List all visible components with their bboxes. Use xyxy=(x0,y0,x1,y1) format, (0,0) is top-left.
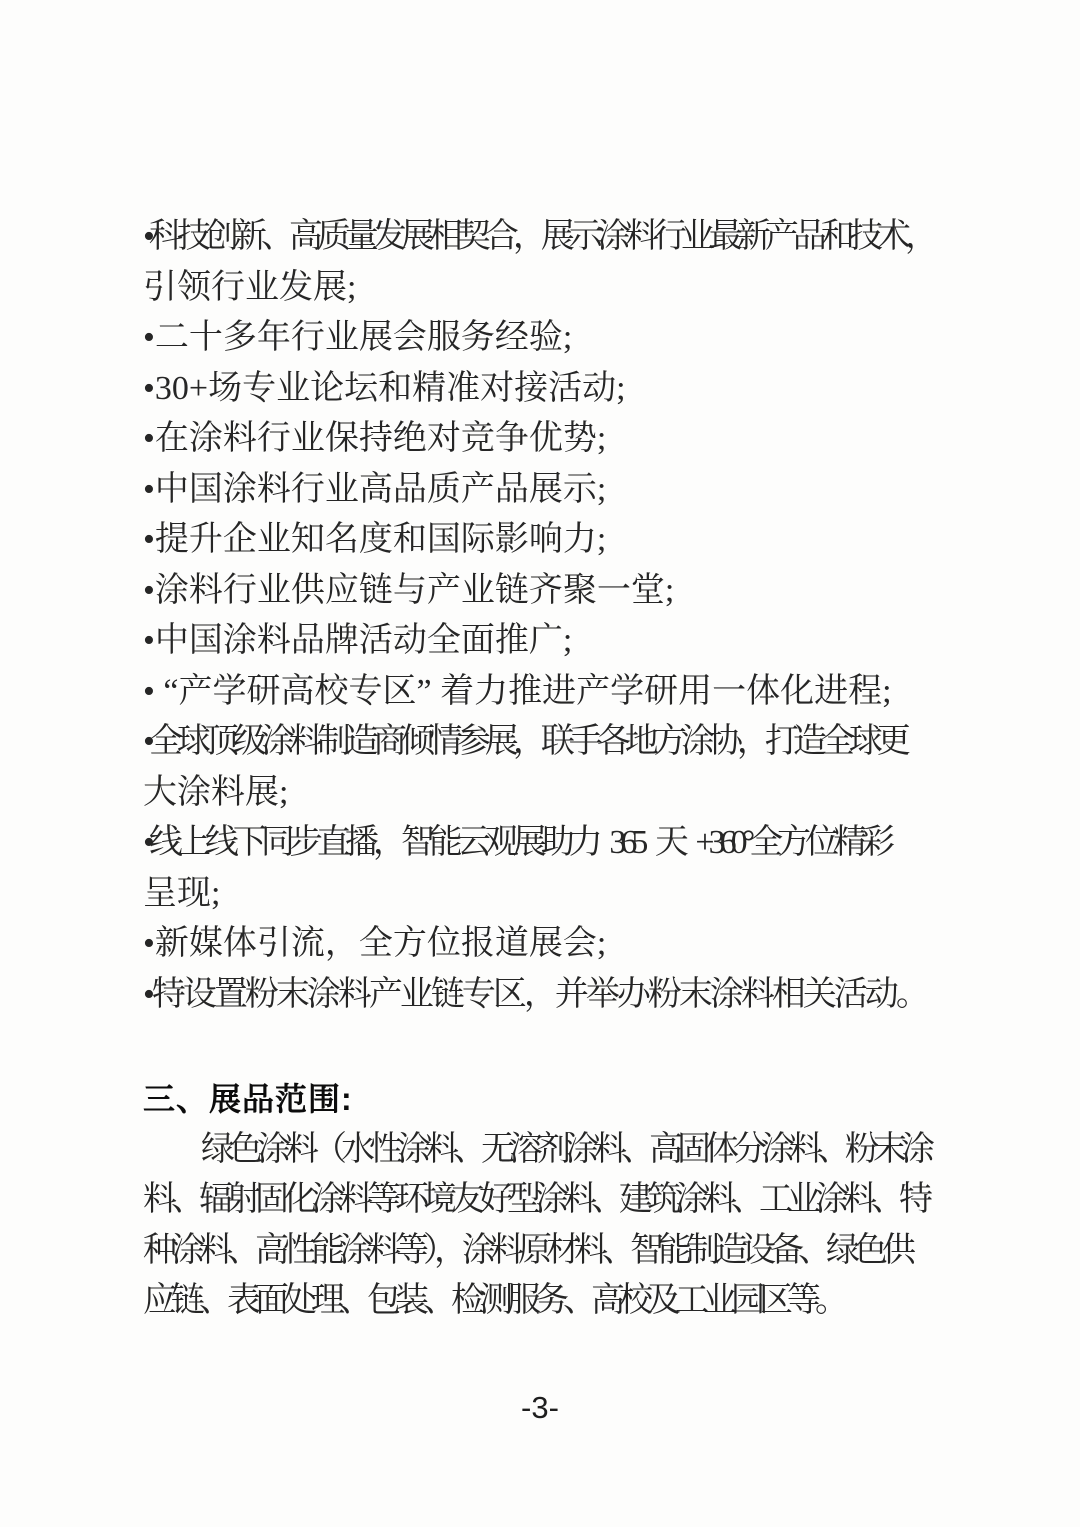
bullet-item xyxy=(143,919,943,970)
bullet-item xyxy=(143,364,943,415)
paragraph-line: 料、辐射固化涂料等环境友好型涂料、建筑涂料、工业涂料、特 xyxy=(143,1181,927,1218)
paragraph-line: 种涂料、高性能涂料等），涂料原材料、智能制造设备、绿色供 xyxy=(143,1231,910,1269)
bullet-item xyxy=(143,212,943,313)
bullet-line: •在涂料行业保持绝对竞争优势; xyxy=(143,420,607,457)
bullet-line: •二十多年行业展会服务经验; xyxy=(143,319,573,356)
bullet-item xyxy=(143,566,943,617)
bullet-line: • “产学研高校专区” 着力推进产学研用一体化进程; xyxy=(143,672,892,710)
bullet-line: •全球顶级涂料制造商倾情参展，联手各地方涂协，打造全球更 xyxy=(143,723,905,760)
bullet-line: •线上线下同步直播，智能云观展助力 365 天 +360°全方位精彩 xyxy=(143,824,890,861)
bullet-item xyxy=(143,818,943,919)
bullet-item xyxy=(143,465,943,516)
bullet-line: •提升企业知名度和国际影响力; xyxy=(143,521,607,558)
bullet-item xyxy=(143,667,943,718)
bullet-item xyxy=(143,515,943,566)
paragraph-line: 绿色涂料（水性涂料、无溶剂涂料、高固体分涂料、粉末涂 xyxy=(201,1130,929,1168)
bullet-item xyxy=(143,717,943,818)
bullet-list xyxy=(143,212,943,1020)
bullet-line: •特设置粉末涂料产业链专区，并举办粉末涂料相关活动。 xyxy=(143,975,927,1013)
bullet-line: •中国涂料行业高品质产品展示; xyxy=(143,470,607,508)
bullet-line: •涂料行业供应链与产业链齐聚一堂; xyxy=(143,571,675,609)
bullet-line: 引领行业发展; xyxy=(143,268,357,306)
bullet-line: •科技创新、高质量发展相契合，展示涂料行业最新产品和技术， xyxy=(143,218,933,255)
bullet-line: •新媒体引流，全方位报道展会; xyxy=(143,925,607,962)
paragraph-line: 应链、表面处理、包装、检测服务、高校及工业园区等。 xyxy=(143,1282,843,1319)
scope-paragraph xyxy=(143,1125,943,1327)
bullet-item xyxy=(143,414,943,465)
page-number: -3- xyxy=(521,1390,559,1425)
bullet-item xyxy=(143,313,943,364)
bullet-item xyxy=(143,616,943,667)
bullet-line: •30+场专业论坛和精准对接活动; xyxy=(143,369,626,407)
content-column xyxy=(143,212,943,1327)
bullet-item xyxy=(143,970,943,1021)
section-heading: 三、展品范围: xyxy=(143,1081,353,1117)
bullet-line: 呈现; xyxy=(143,874,221,912)
bullet-line: •中国涂料品牌活动全面推广; xyxy=(143,622,573,659)
bullet-line: 大涂料展; xyxy=(143,773,289,811)
